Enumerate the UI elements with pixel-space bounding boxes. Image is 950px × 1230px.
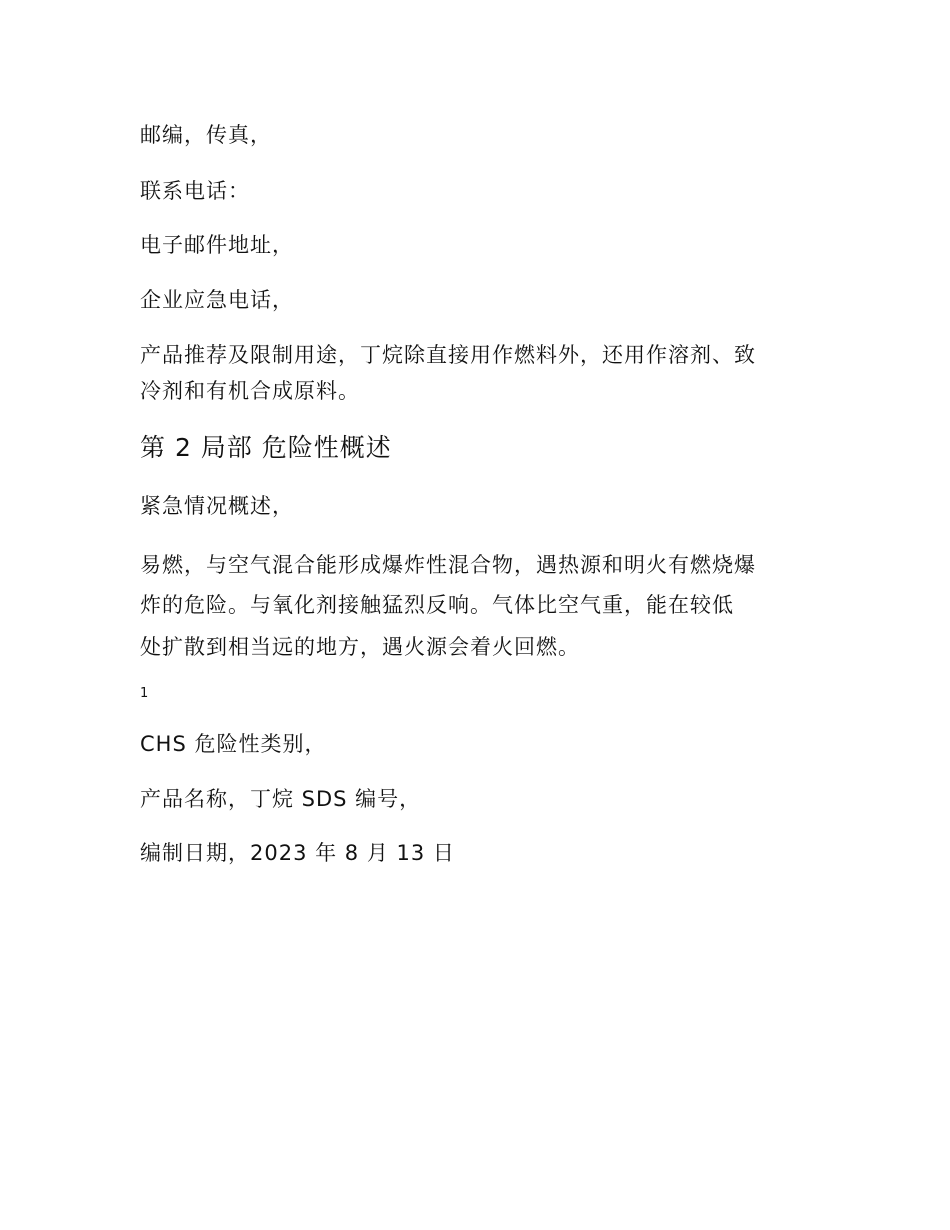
usage-line-2: 冷剂和有机合成原料。 xyxy=(140,379,360,403)
hazard-line-2: 炸的危险。与氧化剂接触猛烈反响。气体比空气重，能在较低 xyxy=(140,593,734,617)
postal-fax-line: 邮编，传真， xyxy=(140,123,272,147)
emergency-overview-line: 紧急情况概述， xyxy=(140,494,294,518)
hazard-line-1: 易燃，与空气混合能形成爆炸性混合物，遇热源和明火有燃烧爆 xyxy=(140,553,756,577)
usage-line-1: 产品推荐及限制用途，丁烷除直接用作燃料外，还用作溶剂、致 xyxy=(140,343,756,367)
section-heading: 第 2 局部 危险性概述 xyxy=(140,433,392,462)
page-number: 1 xyxy=(140,686,149,701)
date-line: 编制日期，2023 年 8 月 13 日 xyxy=(140,841,455,865)
emergency-phone-line: 企业应急电话， xyxy=(140,288,294,312)
hazard-line-3: 处扩散到相当远的地方，遇火源会着火回燃。 xyxy=(140,635,580,659)
contact-phone-line: 联系电话： xyxy=(140,179,250,203)
ghs-category-line: CHS 危险性类别， xyxy=(140,732,327,756)
email-line: 电子邮件地址， xyxy=(140,233,294,257)
product-name-line: 产品名称，丁烷 SDS 编号， xyxy=(140,787,422,811)
